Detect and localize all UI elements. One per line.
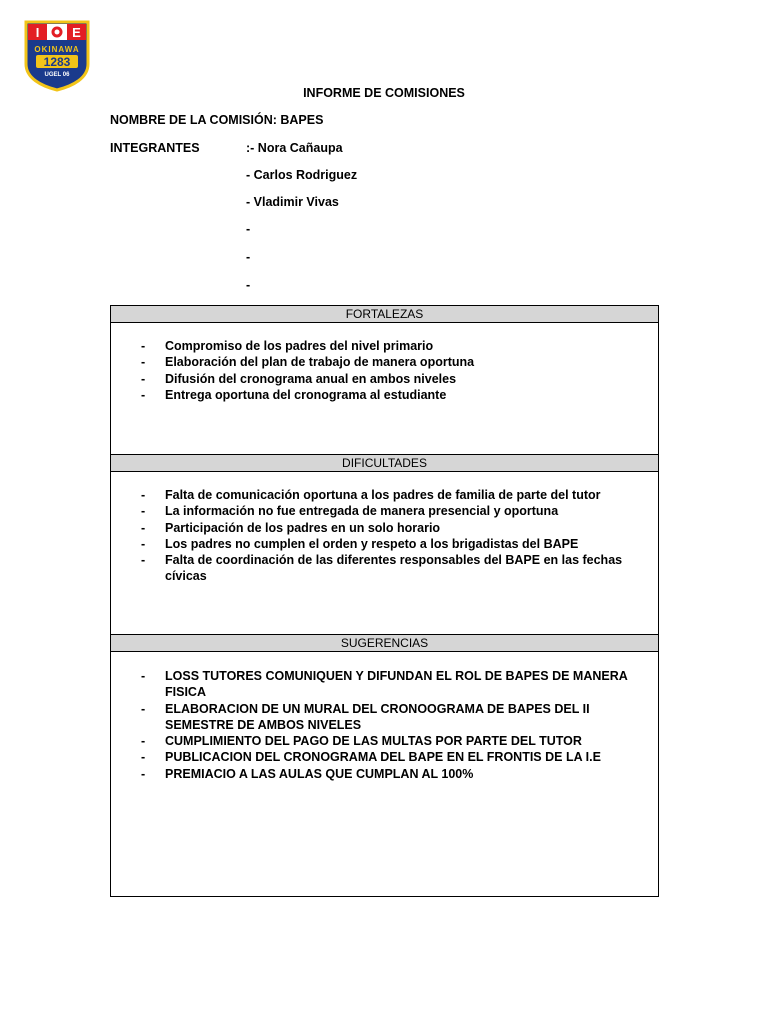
list-item: - LOSS TUTORES COMUNIQUEN Y DIFUNDAN EL ROL DE BAPES DE MANERA FISICA — [137, 668, 650, 701]
report-table — [110, 305, 659, 897]
sugerencias-list — [137, 668, 650, 782]
member-item: - — [246, 222, 251, 236]
member-item: :- Nora Cañaupa — [246, 141, 343, 155]
list-item: - Difusión del cronograma anual en ambos niveles — [137, 371, 650, 387]
list-item: - PREMIACIO A LAS AULAS QUE CUMPLAN AL 100% — [137, 766, 650, 782]
logo-ugel: UGEL 06 — [44, 72, 70, 78]
list-item: - Falta de comunicación oportuna a los padres de familia de parte del tutor — [137, 487, 650, 503]
member-item: - Vladimir Vivas — [246, 195, 339, 209]
commission-name: NOMBRE DE LA COMISIÓN: BAPES — [110, 113, 324, 127]
list-item: - Elaboración del plan de trabajo de manera oportuna — [137, 354, 650, 370]
dificultades-list — [137, 487, 650, 585]
list-item: - ELABORACION DE UN MURAL DEL CRONOOGRAMA DE BAPES DEL II SEMESTRE DE AMBOS NIVELES — [137, 701, 650, 734]
section-header-sugerencias: SUGERENCIAS — [111, 634, 658, 652]
section-header-dificultades: DIFICULTADES — [111, 454, 658, 472]
member-item: - — [246, 278, 251, 292]
logo-letter-e: E — [72, 25, 81, 40]
list-item: - Entrega oportuna del cronograma al estudiante — [137, 387, 650, 403]
list-item: - Falta de coordinación de las diferentes responsables del BAPE en las fechas cívicas — [137, 552, 650, 585]
fortalezas-list — [137, 338, 650, 403]
list-item: - Participación de los padres en un solo horario — [137, 520, 650, 536]
member-item: - — [246, 250, 251, 264]
logo-number: 1283 — [43, 55, 71, 69]
members-label: INTEGRANTES — [110, 141, 200, 155]
school-logo — [23, 20, 91, 92]
logo-arc-text: OKINAWA — [34, 45, 80, 54]
list-item: - PUBLICACION DEL CRONOGRAMA DEL BAPE EN EL FRONTIS DE LA I.E — [137, 749, 650, 765]
logo-letter-i: I — [35, 25, 40, 40]
document-title: INFORME DE COMISIONES — [303, 86, 465, 100]
list-item: - CUMPLIMIENTO DEL PAGO DE LAS MULTAS POR PARTE DEL TUTOR — [137, 733, 650, 749]
member-item: - Carlos Rodriguez — [246, 168, 358, 182]
section-header-fortalezas: FORTALEZAS — [111, 306, 658, 323]
list-item: - Compromiso de los padres del nivel primario — [137, 338, 650, 354]
list-item: - Los padres no cumplen el orden y respeto a los brigadistas del BAPE — [137, 536, 650, 552]
list-item: - La información no fue entregada de manera presencial y oportuna — [137, 503, 650, 519]
